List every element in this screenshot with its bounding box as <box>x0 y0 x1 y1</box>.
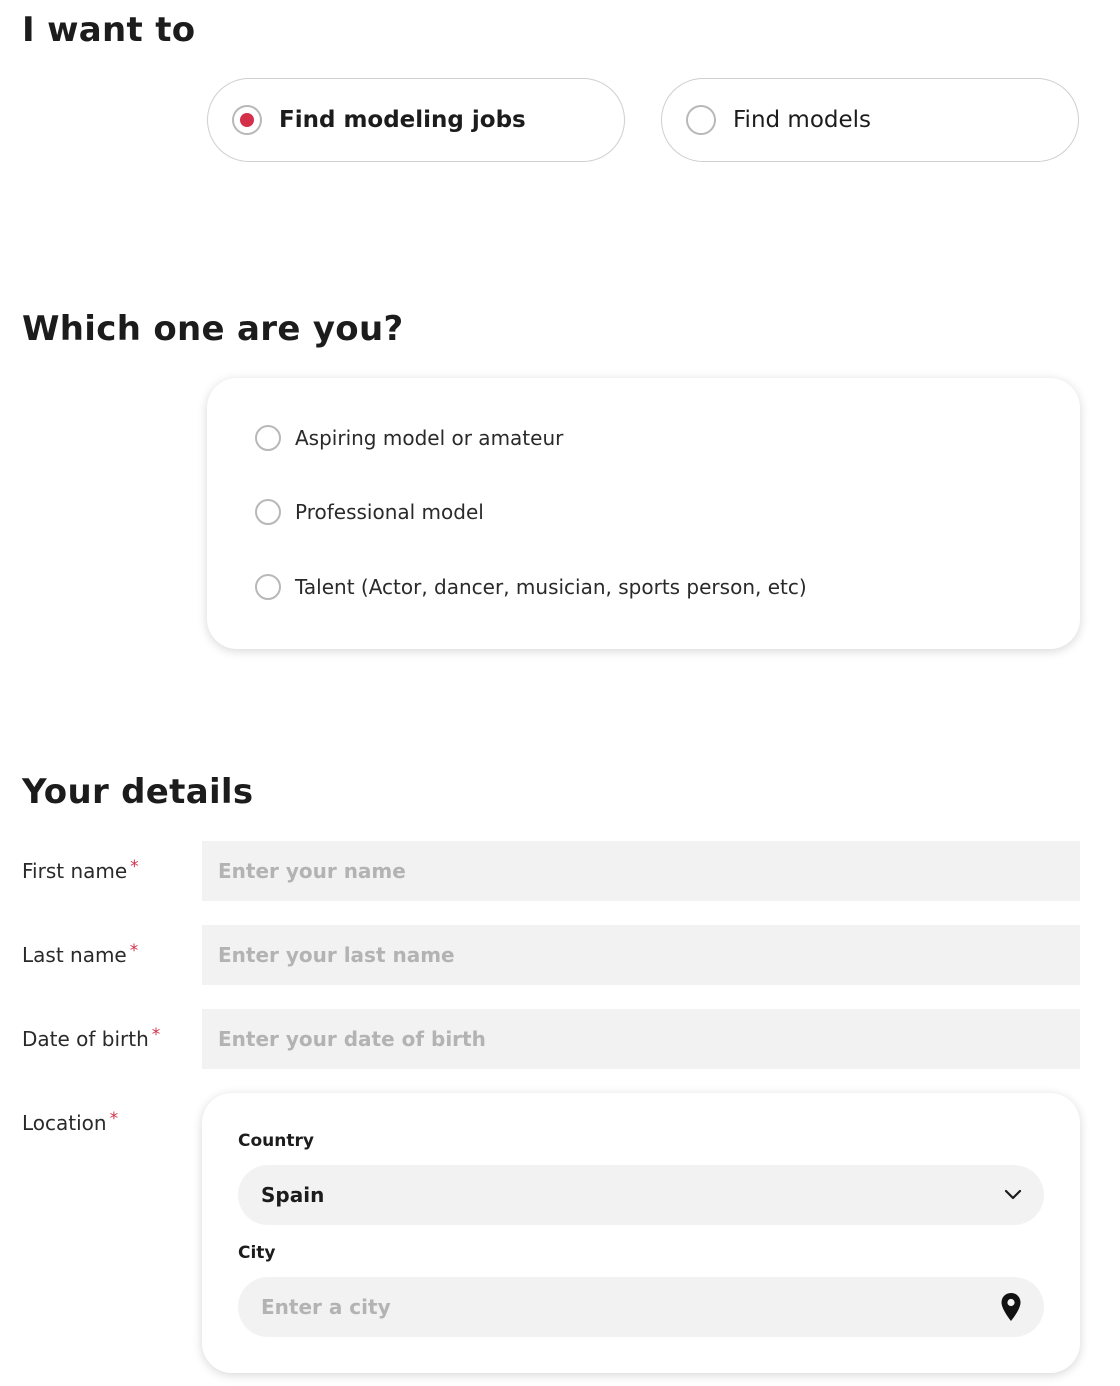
city-label: City <box>238 1243 276 1263</box>
profile-type-heading: Which one are you? <box>22 309 404 349</box>
chevron-down-icon <box>1004 1189 1022 1201</box>
find-modeling-jobs-label: Find modeling jobs <box>279 107 526 133</box>
last-name-label-text: Last name <box>22 943 127 967</box>
find-modeling-jobs-option[interactable] <box>207 78 625 162</box>
talent-option[interactable] <box>255 574 807 600</box>
dob-input[interactable] <box>202 1009 1080 1069</box>
radio-dot <box>240 113 254 127</box>
professional-model-label: Professional model <box>295 500 484 524</box>
last-name-label <box>22 941 138 967</box>
first-name-input[interactable] <box>202 841 1080 901</box>
find-models-label: Find models <box>733 107 872 133</box>
radio-unselected-icon[interactable] <box>255 499 281 525</box>
city-field[interactable] <box>238 1277 1044 1337</box>
profile-type-card <box>207 378 1080 649</box>
professional-model-option[interactable] <box>255 499 484 525</box>
intent-heading: I want to <box>22 10 196 50</box>
required-mark: * <box>130 857 139 877</box>
location-card <box>202 1093 1080 1373</box>
required-mark: * <box>151 1025 161 1045</box>
aspiring-model-label: Aspiring model or amateur <box>295 426 564 450</box>
first-name-label <box>22 857 139 883</box>
talent-label: Talent (Actor, dancer, musician, sports person, etc) <box>295 575 807 599</box>
city-input[interactable] <box>261 1295 1000 1319</box>
dob-label <box>22 1025 160 1051</box>
location-label-text: Location <box>22 1111 107 1135</box>
last-name-input[interactable] <box>202 925 1080 985</box>
first-name-label-text: First name <box>22 859 128 883</box>
radio-unselected-icon[interactable] <box>255 574 281 600</box>
required-mark: * <box>129 941 139 961</box>
required-mark: * <box>109 1109 119 1129</box>
aspiring-model-option[interactable] <box>255 425 563 451</box>
details-heading: Your details <box>22 772 254 812</box>
country-value: Spain <box>261 1183 325 1207</box>
find-models-option[interactable] <box>661 78 1079 162</box>
radio-selected-icon[interactable] <box>232 105 262 135</box>
radio-unselected-icon[interactable] <box>255 425 281 451</box>
country-select[interactable] <box>238 1165 1044 1225</box>
map-pin-icon[interactable] <box>1000 1292 1022 1322</box>
location-label <box>22 1109 118 1135</box>
radio-unselected-icon[interactable] <box>686 105 716 135</box>
dob-label-text: Date of birth <box>22 1027 149 1051</box>
country-label: Country <box>238 1131 314 1151</box>
